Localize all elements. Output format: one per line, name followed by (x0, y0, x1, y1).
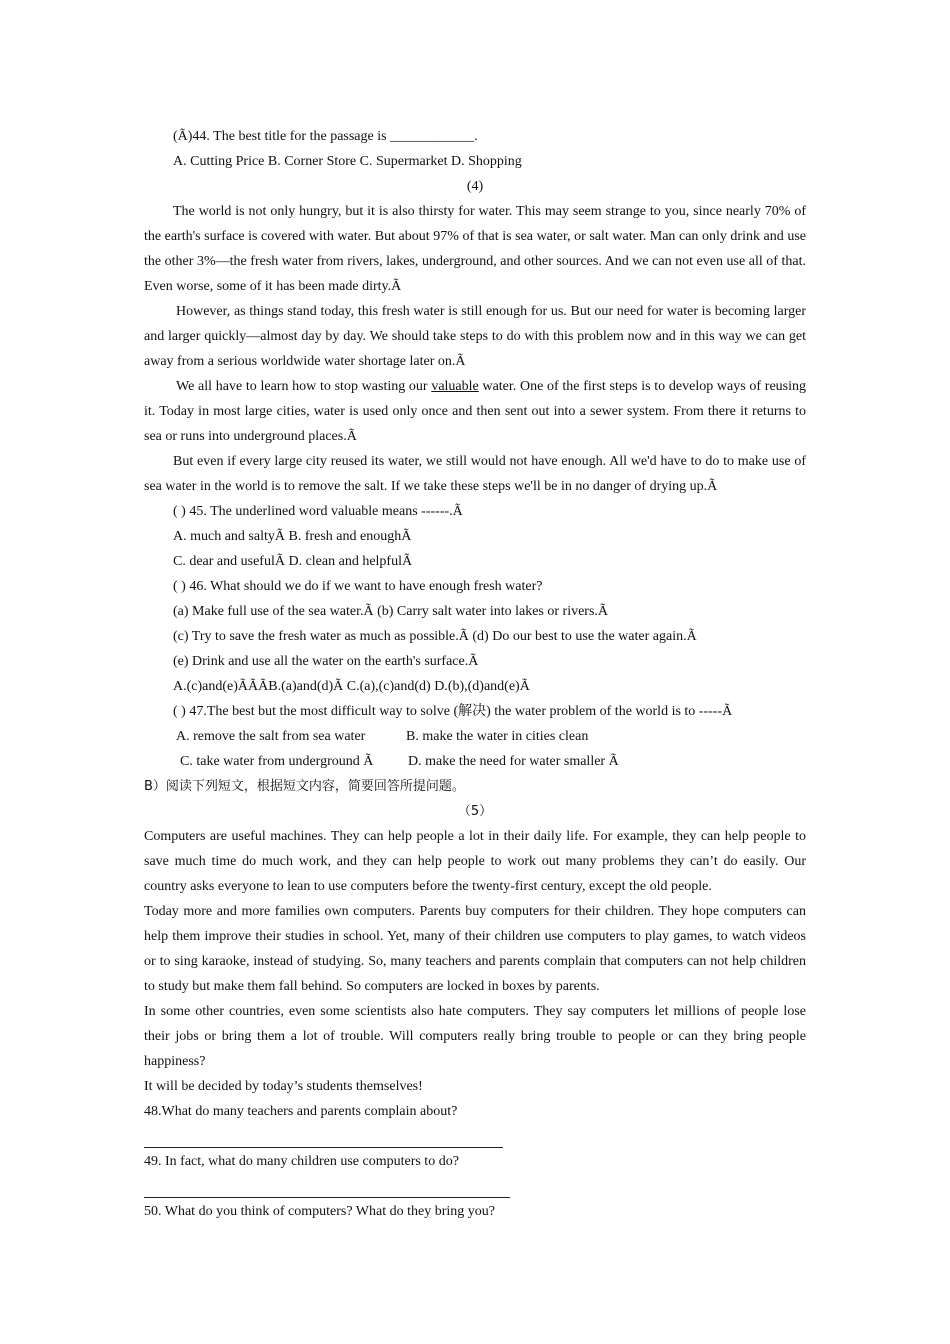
q45-options-ab: A. much and saltyÃ B. fresh and enoughÃ (173, 529, 412, 544)
passage5-label-text: （5） (457, 804, 493, 819)
q46-choice-e: (e) Drink and use all the water on the earth's surface.Ã (173, 654, 479, 669)
passage4-label: (4) (466, 179, 484, 194)
q45-stem: ( ) 45. The underlined word valuable means ------.Ã (173, 504, 463, 519)
q49-answer-line[interactable] (144, 1174, 510, 1198)
q47-stem: ( ) 47.The best but the most difficult way to solve (解决) the water problem of the world is to -----Ã (173, 704, 733, 719)
passage5-label (144, 799, 806, 824)
section-b-instruction (144, 774, 806, 799)
q46-stem: ( ) 46. What should we do if we want to have enough fresh water? (173, 579, 543, 594)
q45-options-cd: C. dear and usefulÃ D. clean and helpfulÃ (173, 554, 413, 569)
q47-option-d: D. make the need for water smaller Ã (408, 754, 619, 769)
q47-option-b: B. make the water in cities clean (406, 729, 589, 744)
q48-answer-line[interactable] (144, 1124, 503, 1148)
q48-question: 48.What do many teachers and parents complain about? (144, 1104, 458, 1119)
q49-question: 49. In fact, what do many children use computers to do? (144, 1154, 459, 1169)
q47-option-c: C. take water from underground Ã (180, 754, 374, 769)
q50-question: 50. What do you think of computers? What do they bring you? (144, 1204, 495, 1219)
q44-options: A. Cutting Price B. Corner Store C. Supermarket D. Shopping (173, 154, 522, 169)
passage5-paragraph-1: Computers are useful machines. They can help people a lot in their daily life. For example, they can help people to save much time do much work, and they can help people to work out many problems they can’t do easily. Our country asks everyone to lean to use computers before the twenty-first century, except the old people. (144, 829, 806, 894)
q44-stem: (Ã)44. The best title for the passage is ____________. (173, 129, 478, 144)
passage5-paragraph-3: In some other countries, even some scientists also hate computers. They say computers let millions of people lose their jobs or bring them a lot of trouble. Will computers really bring trouble to people or can they bring people happiness? (144, 1004, 806, 1069)
q46-choice-cd: (c) Try to save the fresh water as much as possible.Ã (d) Do our best to use the water again.Ã (173, 629, 697, 644)
passage5-paragraph-2: Today more and more families own computers. Parents buy computers for their children. They hope computers can help them improve their studies in school. Yet, many of their children use computers to play games, to watch videos or to sing karaoke, instead of studying. So, many teachers and parents complain that computers can not help children to study but make them fall behind. So computers are locked in boxes by parents. (144, 904, 806, 994)
passage4-paragraph-4: But even if every large city reused its water, we still would not have enough. All we'd have to do to make use of sea water in the world is to remove the salt. If we take these steps we'll be in no danger of drying up.Ã (144, 454, 806, 494)
q47-options-cd (144, 749, 806, 774)
q46-options: A.(c)and(e)ÃÃÃB.(a)and(d)Ã C.(a),(c)and(d) D.(b),(d)and(e)Ã (173, 679, 530, 694)
q47-options-ab (144, 724, 806, 749)
passage5-paragraph-4: It will be decided by today’s students themselves! (144, 1079, 423, 1094)
passage4-paragraph-3 (144, 374, 806, 449)
passage4-paragraph-2: However, as things stand today, this fresh water is still enough for us. But our need for water is becoming larger and larger quickly—almost day by day. We should take steps to do with this problem now and in this way we can get away from a serious worldwide water shortage later on.Ã (144, 304, 806, 369)
exam-page (144, 124, 806, 1224)
passage4-paragraph-1: The world is not only hungry, but it is also thirsty for water. This may seem strange to you, since nearly 70% of the earth's surface is covered with water. But about 97% of that is sea water, or salt water. Man can only drink and use the other 3%—the fresh water from rivers, lakes, underground, and other sources. And we can not even use all of that. Even worse, some of it has been made dirty.Ã (144, 204, 806, 294)
section-b-instruction-text: B）阅读下列短文，根据短文内容，简要回答所提问题。 (144, 779, 465, 794)
underlined-word-valuable: valuable (431, 379, 479, 394)
p3-text-after: water. One of the first steps is to develop ways of reusing it. Today in most large cities, water is used only once and then sent out into a sewer system. From there it returns to sea or runs into underground places.Ã (144, 379, 807, 444)
q47-option-a: A. remove the salt from sea water (176, 729, 366, 744)
q46-choice-ab: (a) Make full use of the sea water.Ã (b) Carry salt water into lakes or rivers.Ã (173, 604, 609, 619)
p3-text-before: We all have to learn how to stop wasting our (176, 379, 432, 394)
